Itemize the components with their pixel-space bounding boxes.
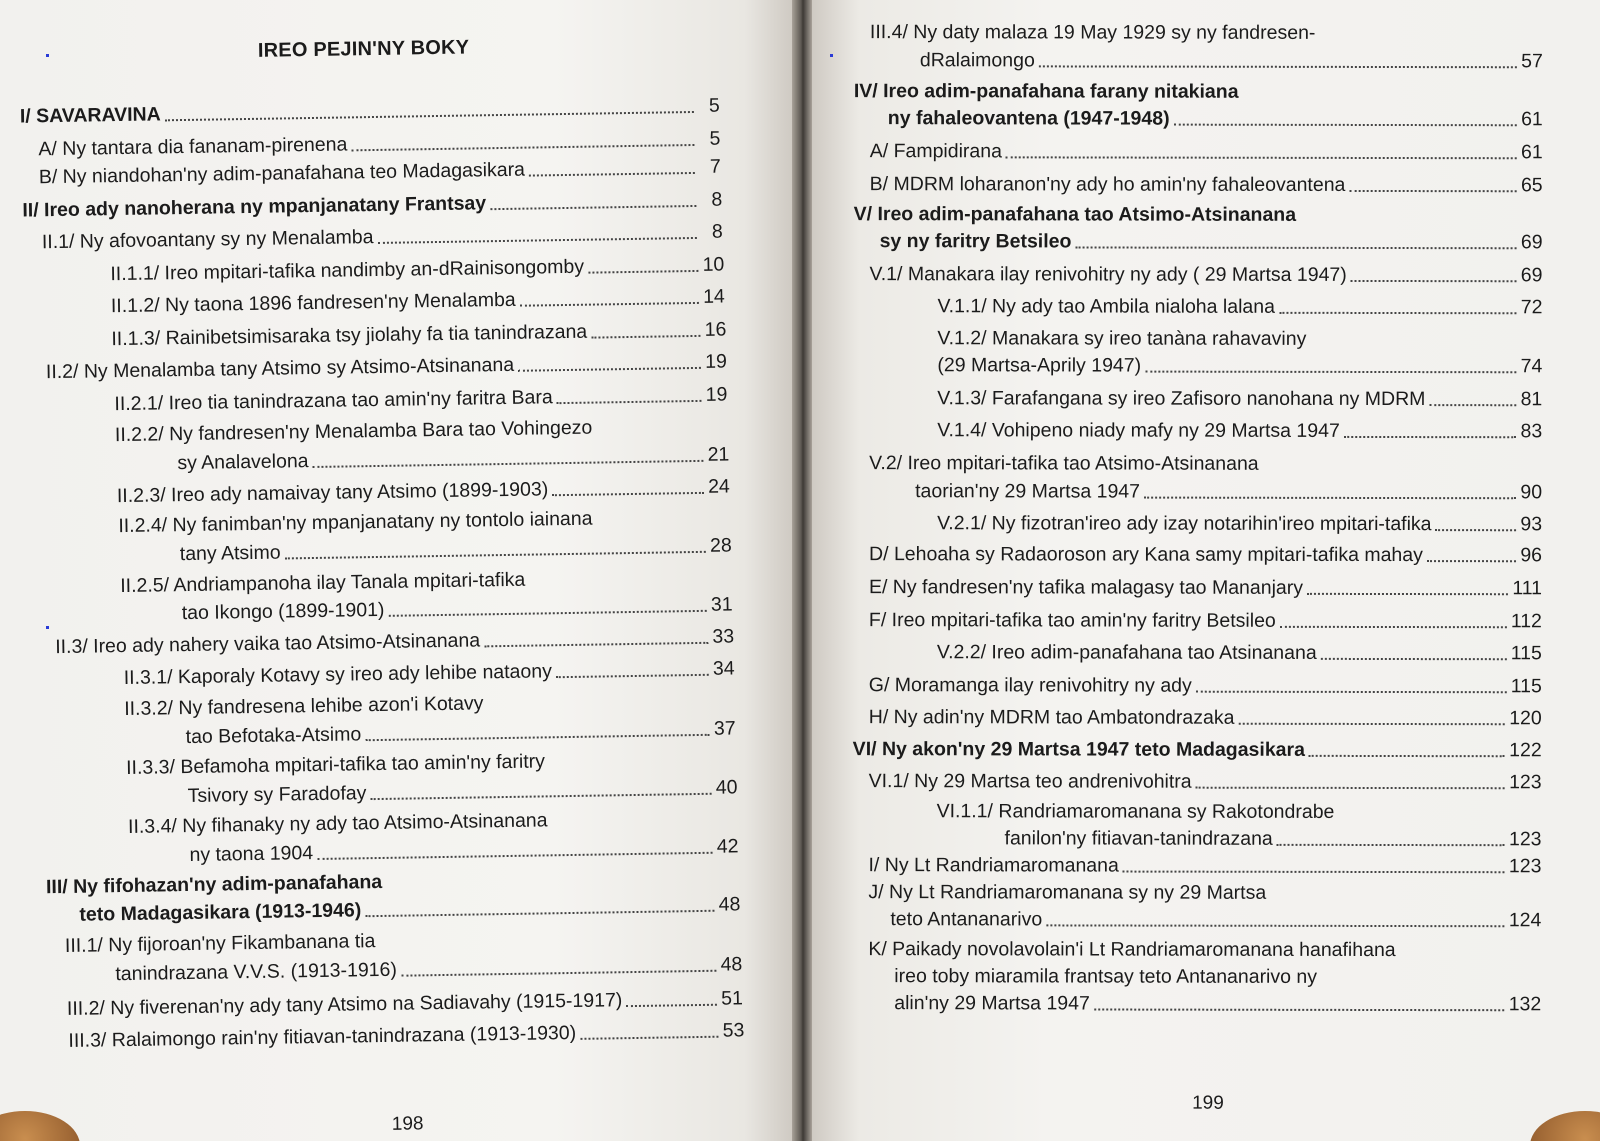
right-toc xyxy=(812,0,1600,1141)
page-title: IREO PEJIN'NY BOKY xyxy=(257,36,470,62)
leader-dots xyxy=(1280,626,1507,628)
toc-label: B/ Ny niandohan'ny adim-panafahana teo Madagasikara xyxy=(38,158,526,189)
marker-dot xyxy=(46,54,49,57)
toc-page: 69 xyxy=(1520,231,1543,254)
toc-label-line1: II.3.4/ Ny fihanaky ny ady tao Atsimo-Atsinanana xyxy=(127,809,548,838)
toc-page: 65 xyxy=(1520,174,1543,197)
toc-page: 7 xyxy=(709,155,721,178)
leader-dots xyxy=(1309,755,1505,757)
toc-page: 19 xyxy=(704,350,728,373)
leader-dots xyxy=(588,270,698,274)
toc-label: E/ Ny fandresen'ny tafika malagasy tao Mananjary xyxy=(868,576,1304,599)
toc-entry xyxy=(920,46,1543,75)
leader-dots xyxy=(1196,787,1505,790)
toc-label: (29 Martsa-Aprily 1947) xyxy=(937,354,1142,377)
toc-label: tao Ikongo (1899-1901) xyxy=(181,598,385,625)
leader-dots xyxy=(401,970,716,977)
toc-label: A/ Fampidirana xyxy=(869,140,1002,163)
toc-page: 10 xyxy=(702,253,725,276)
toc-label: V.2.2/ Ireo adim-panafahana tao Atsinanana xyxy=(936,641,1317,664)
leader-dots xyxy=(1279,312,1516,314)
leader-dots xyxy=(1145,371,1516,374)
book-gutter xyxy=(792,0,812,1141)
leader-dots xyxy=(370,793,711,800)
toc-page: 37 xyxy=(713,717,736,740)
leader-dots xyxy=(1174,124,1517,127)
toc-page: 34 xyxy=(712,657,735,680)
toc-entry xyxy=(870,170,1543,199)
leader-dots xyxy=(1006,156,1517,159)
leader-dots xyxy=(1349,190,1516,192)
toc-page: 123 xyxy=(1509,771,1542,794)
toc-entry xyxy=(869,703,1542,732)
page-number: 199 xyxy=(1192,1092,1224,1114)
toc-label: V.1.4/ Vohipeno niady mafy ny 29 Martsa 1947 xyxy=(937,419,1340,442)
toc-label-line1: II.2.2/ Ny fandresen'ny Menalamba Bara tao Vohingezo xyxy=(114,416,593,447)
leader-dots xyxy=(365,734,709,741)
toc-label-line1: II.3.2/ Ny fandresena lehibe azon'i Kotavy xyxy=(124,692,484,720)
toc-page: 8 xyxy=(711,188,723,211)
page-number: 198 xyxy=(391,1113,424,1135)
toc-page: 5 xyxy=(709,127,721,150)
toc-label: fanilon'ny fitiavan-tanindrazana xyxy=(1004,827,1273,850)
toc-entry xyxy=(869,573,1542,602)
toc-page: 90 xyxy=(1520,481,1543,504)
leader-dots xyxy=(285,551,706,560)
leader-dots xyxy=(1046,924,1505,927)
toc-label: II.1.3/ Rainibetsimisaraka tsy jiolahy fa tia tanindrazana xyxy=(111,320,588,351)
leader-dots xyxy=(552,492,704,496)
toc-label-line1: IV/ Ireo adim-panafahana farany nitakiana xyxy=(853,80,1239,103)
toc-label: V.1.1/ Ny ady tao Ambila nialoha lalana xyxy=(937,295,1275,318)
toc-label: sy Analavelona xyxy=(177,450,309,475)
toc-entry xyxy=(869,671,1542,700)
toc-entry xyxy=(68,1016,744,1055)
toc-label-line1: III.1/ Ny fijoroan'ny Fikambanana tia xyxy=(64,930,376,957)
toc-label: VI/ Ny akon'ny 29 Martsa 1947 teto Madagasikara xyxy=(852,738,1305,761)
toc-label: II/ Ireo ady nanoherana ny mpanjanatany Frantsay xyxy=(22,192,487,222)
leader-dots xyxy=(580,1036,718,1040)
toc-entry xyxy=(1005,824,1542,853)
leader-dots xyxy=(365,910,714,917)
toc-entry xyxy=(869,260,1542,289)
toc-entry xyxy=(894,989,1541,1018)
leader-dots xyxy=(529,172,695,177)
leader-dots xyxy=(1277,844,1505,846)
toc-entry xyxy=(117,472,730,510)
toc-label-line1: V.2/ Ireo mpitari-tafika tao Atsimo-Atsinanana xyxy=(869,452,1259,475)
toc-page: 93 xyxy=(1520,513,1543,536)
toc-label-line1: V/ Ireo adim-panafahana tao Atsimo-Atsinanana xyxy=(853,203,1297,226)
toc-label-line1: II.3.3/ Befamoha mpitari-tafika tao amin'ny faritry xyxy=(125,750,546,779)
toc-page: 123 xyxy=(1508,855,1542,878)
toc-label: taorian'ny 29 Martsa 1947 xyxy=(915,480,1141,503)
toc-entry xyxy=(869,606,1542,635)
toc-page: 115 xyxy=(1510,675,1542,698)
toc-label: II.2.1/ Ireo tia tanindrazana tao amin'ny faritra Bara xyxy=(114,386,553,416)
leader-dots xyxy=(317,852,712,860)
toc-label-line1: VI.1.1/ Randriamaromanana sy Rakotondrabe xyxy=(936,800,1335,823)
toc-page: 83 xyxy=(1520,420,1543,443)
toc-label: B/ MDRM loharanon'ny ady ho amin'ny fahaleovantena xyxy=(869,173,1346,196)
toc-page: 115 xyxy=(1510,642,1542,665)
toc-entry xyxy=(937,509,1542,538)
toc-label: II.1.1/ Ireo mpitari-tafika nandimby an-dRainisongomby xyxy=(110,255,585,286)
toc-entry xyxy=(124,654,735,692)
toc-label: F/ Ireo mpitari-tafika tao amin'ny faritry Betsileo xyxy=(868,609,1276,632)
leader-dots xyxy=(557,400,702,404)
leader-dots xyxy=(591,335,700,339)
toc-page: 28 xyxy=(709,534,732,557)
toc-label: teto Antananarivo xyxy=(890,908,1043,931)
leader-dots xyxy=(520,302,699,307)
leader-dots xyxy=(1427,560,1516,562)
toc-page: 48 xyxy=(720,953,743,976)
right-page xyxy=(812,0,1600,1141)
left-toc xyxy=(0,0,792,1141)
toc-page: 21 xyxy=(707,443,730,466)
leader-dots xyxy=(484,642,708,648)
toc-page: 51 xyxy=(720,987,744,1010)
toc-label: Tsivory sy Faradofay xyxy=(187,782,367,808)
toc-entry xyxy=(869,767,1542,796)
toc-page: 74 xyxy=(1520,355,1543,378)
toc-label-line2: ireo toby miaramila frantsay teto Antananarivo ny xyxy=(894,965,1318,988)
toc-label: II.1/ Ny afovoantany sy ny Menalamba xyxy=(41,226,374,254)
toc-page: 42 xyxy=(716,835,739,858)
toc-page: 120 xyxy=(1509,707,1542,730)
leader-dots xyxy=(1196,691,1507,694)
leader-dots xyxy=(1123,871,1505,874)
toc-label: alin'ny 29 Martsa 1947 xyxy=(894,992,1090,1015)
toc-label: II.3/ Ireo ady nahery vaika tao Atsimo-Atsinanana xyxy=(55,629,481,659)
toc-entry xyxy=(890,905,1541,934)
toc-label: I/ SAVARAVINA xyxy=(19,103,161,128)
leader-dots xyxy=(351,144,694,151)
toc-label-line1: II.2.4/ Ny fanimban'ny mpanjanatany ny tontolo iainana xyxy=(118,507,593,538)
toc-page: 132 xyxy=(1508,993,1542,1016)
toc-entry xyxy=(111,315,726,353)
toc-page: 111 xyxy=(1512,577,1542,600)
toc-page: 24 xyxy=(707,475,730,498)
leader-dots xyxy=(313,460,704,468)
toc-label-line1: II.2.5/ Andriampanoha ilay Tanala mpitari-tafika xyxy=(120,568,526,598)
leader-dots xyxy=(1094,1008,1505,1011)
toc-label: I/ Ny Lt Randriamaromanana xyxy=(868,854,1119,877)
leader-dots xyxy=(490,205,696,210)
toc-label: V.1/ Manakara ilay renivohitry ny ady ( 29 Martsa 1947) xyxy=(869,263,1347,286)
toc-label: H/ Ny adin'ny MDRM tao Ambatondrazaka xyxy=(868,706,1235,729)
left-page xyxy=(0,0,792,1141)
toc-page: 61 xyxy=(1521,108,1543,131)
toc-label: G/ Moramanga ilay renivohitry ny ady xyxy=(868,674,1192,697)
toc-entry xyxy=(937,384,1542,413)
toc-label: III.2/ Ny fiverenan'ny ady tany Atsimo na Sadiavahy (1915-1917) xyxy=(66,989,623,1020)
leader-dots xyxy=(1144,497,1516,500)
toc-label: II.2.3/ Ireo ady namaivay tany Atsimo (1899-1903) xyxy=(116,478,549,508)
toc-label: III.3/ Ralaimongo rain'ny fitiavan-tanindrazana (1913-1930) xyxy=(68,1021,577,1052)
toc-label: V.2.1/ Ny fizotran'ireo ady izay notarihin'ireo mpitari-tafika xyxy=(937,512,1432,536)
toc-label-line1: III.4/ Ny daty malaza 19 May 1929 sy ny fandresen- xyxy=(869,21,1316,44)
toc-entry xyxy=(42,218,723,257)
leader-dots xyxy=(1307,593,1508,595)
toc-page: 53 xyxy=(722,1019,745,1042)
toc-entry xyxy=(880,227,1543,256)
leader-dots xyxy=(1344,436,1516,438)
toc-page: 57 xyxy=(1521,50,1543,73)
toc-label-line1: J/ Ny Lt Randriamaromanana sy ny 29 Martsa xyxy=(868,881,1267,904)
toc-page: 112 xyxy=(1510,610,1542,633)
toc-page: 69 xyxy=(1520,264,1543,287)
toc-page: 48 xyxy=(718,893,741,916)
leader-dots xyxy=(556,674,709,678)
leader-dots xyxy=(1351,280,1517,282)
toc-page: 19 xyxy=(705,383,728,406)
leader-dots xyxy=(518,367,701,372)
marker-dot xyxy=(830,54,833,57)
toc-label: tao Befotaka-Atsimo xyxy=(185,723,362,749)
toc-label: D/ Lehoaha sy Radaoroson ary Kana samy mpitari-tafika mahay xyxy=(869,543,1423,567)
toc-page: 40 xyxy=(715,776,738,799)
toc-page: 124 xyxy=(1508,909,1542,932)
toc-entry xyxy=(110,251,724,289)
toc-label: II.3.1/ Kaporaly Kotavy sy ireo ady lehibe nataony xyxy=(123,660,553,689)
leader-dots xyxy=(1436,529,1517,531)
toc-page: 96 xyxy=(1520,544,1543,567)
leader-dots xyxy=(378,237,697,244)
toc-entry xyxy=(20,92,720,131)
toc-page: 72 xyxy=(1520,296,1543,319)
toc-page: 33 xyxy=(712,625,735,648)
toc-page: 81 xyxy=(1520,388,1543,411)
toc-entry xyxy=(915,477,1542,506)
toc-entry xyxy=(114,380,727,418)
toc-entry xyxy=(888,104,1543,133)
toc-label: dRalaimongo xyxy=(919,49,1035,72)
toc-entry xyxy=(868,851,1541,880)
leader-dots xyxy=(1238,723,1505,725)
toc-label: sy ny faritry Betsileo xyxy=(879,230,1072,253)
leader-dots xyxy=(1429,404,1516,406)
toc-label: VI.1/ Ny 29 Martsa teo andrenivohitra xyxy=(868,770,1192,793)
toc-label: A/ Ny tantara dia fananam-pirenena xyxy=(38,133,348,161)
leader-dots xyxy=(1039,65,1517,68)
toc-label: II.1.2/ Ny taona 1896 fandresen'ny Menalamba xyxy=(110,288,516,318)
toc-entry xyxy=(870,137,1543,166)
toc-entry xyxy=(869,540,1542,569)
toc-label: ny taona 1904 xyxy=(189,842,314,866)
leader-dots xyxy=(1321,658,1507,660)
toc-page: 5 xyxy=(708,94,720,117)
toc-page: 16 xyxy=(704,318,727,341)
toc-label: II.2/ Ny Menalamba tany Atsimo sy Atsimo-Atsinanana xyxy=(45,353,515,384)
leader-dots xyxy=(389,610,707,617)
toc-entry xyxy=(937,351,1542,380)
toc-label-line1: III/ Ny fifohazan'ny adim-panafahana xyxy=(45,870,383,899)
toc-label: tany Atsimo xyxy=(179,541,281,566)
toc-page: 122 xyxy=(1509,739,1542,762)
toc-entry xyxy=(937,292,1542,321)
toc-entry xyxy=(937,638,1542,667)
toc-label: tanindrazana V.V.S. (1913-1916) xyxy=(115,958,398,986)
toc-label: ny fahaleovantena (1947-1948) xyxy=(887,107,1170,130)
toc-label: teto Madagasikara (1913-1946) xyxy=(79,899,362,926)
leader-dots xyxy=(165,111,694,121)
toc-label-line1: K/ Paikady novolavolain'i Lt Randriamaromanana hanafihana xyxy=(868,938,1396,962)
toc-page: 123 xyxy=(1508,828,1542,851)
toc-page: 8 xyxy=(711,220,723,243)
toc-label: V.1.3/ Farafangana sy ireo Zafisoro nanohana ny MDRM xyxy=(937,387,1426,411)
toc-page: 61 xyxy=(1521,141,1543,164)
toc-page: 14 xyxy=(702,285,725,308)
marker-dot xyxy=(46,626,49,629)
toc-entry xyxy=(111,283,725,321)
leader-dots xyxy=(1075,246,1516,249)
toc-entry xyxy=(937,416,1542,445)
toc-entry xyxy=(853,735,1542,764)
toc-entry xyxy=(46,347,727,386)
toc-label-line1: V.1.2/ Manakara sy ireo tanàna rahavaviny xyxy=(937,327,1307,350)
toc-page: 31 xyxy=(710,593,733,616)
leader-dots xyxy=(626,1004,717,1007)
